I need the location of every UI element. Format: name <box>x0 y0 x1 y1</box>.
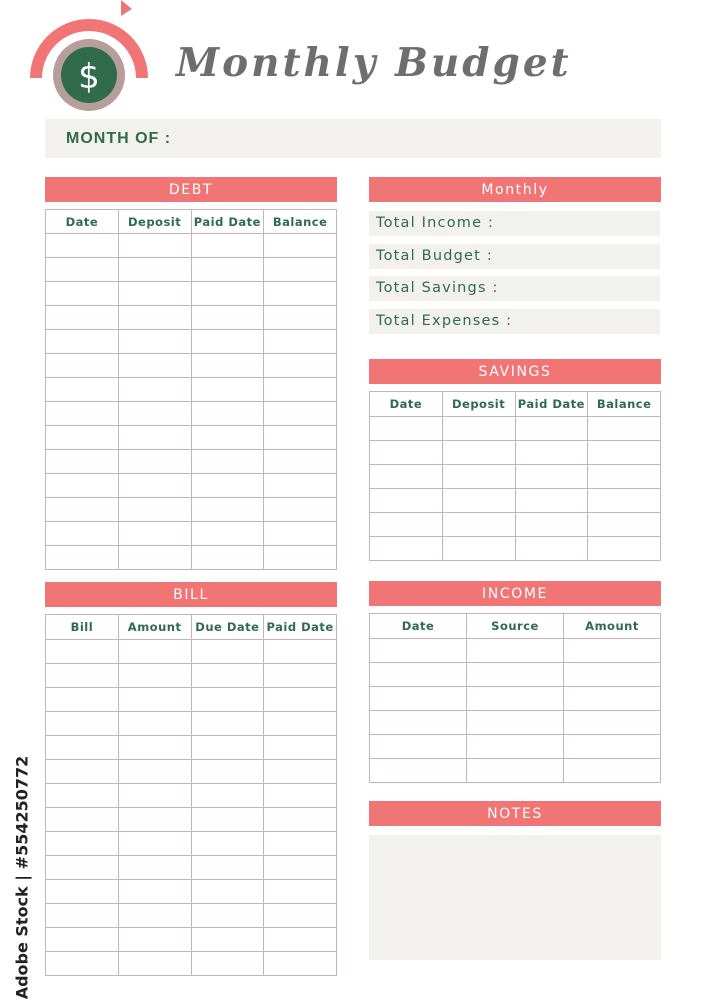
table-cell[interactable] <box>118 808 191 832</box>
table-cell[interactable] <box>264 522 337 546</box>
table-cell[interactable] <box>191 880 264 904</box>
table-cell[interactable] <box>264 640 337 664</box>
debt-table <box>45 209 337 570</box>
dollar-glyph: $ <box>78 57 100 97</box>
table-row <box>46 736 337 760</box>
debt-header: DEBT <box>45 177 337 202</box>
table-cell[interactable] <box>564 687 661 711</box>
table-cell[interactable] <box>118 880 191 904</box>
stock-id-watermark <box>7 755 37 1000</box>
table-cell[interactable] <box>191 808 264 832</box>
table-cell[interactable] <box>515 489 588 513</box>
table-cell[interactable] <box>515 465 588 489</box>
table-cell[interactable] <box>191 688 264 712</box>
table-cell[interactable] <box>191 402 264 426</box>
total-income-row[interactable]: Total Income : <box>369 211 660 236</box>
table-row <box>46 856 337 880</box>
table-cell[interactable] <box>191 426 264 450</box>
table-cell[interactable] <box>264 282 337 306</box>
table-cell[interactable] <box>515 417 588 441</box>
table-cell[interactable] <box>118 928 191 952</box>
table-cell[interactable] <box>264 736 337 760</box>
table-cell[interactable] <box>370 735 467 759</box>
table-cell[interactable] <box>264 952 337 976</box>
table-row <box>370 759 661 783</box>
table-cell[interactable] <box>264 306 337 330</box>
table-cell[interactable] <box>264 880 337 904</box>
table-cell[interactable] <box>264 402 337 426</box>
table-row <box>46 928 337 952</box>
income-column-header: Amount <box>564 614 661 639</box>
table-row <box>46 546 337 570</box>
table-cell[interactable] <box>46 856 119 880</box>
table-cell[interactable] <box>46 784 119 808</box>
table-cell[interactable] <box>46 736 119 760</box>
savings-table <box>369 391 661 561</box>
table-cell[interactable] <box>370 687 467 711</box>
bill-column-header: Amount <box>118 615 191 640</box>
table-cell[interactable] <box>264 354 337 378</box>
table-cell[interactable] <box>442 465 515 489</box>
income-column-header: Source <box>467 614 564 639</box>
table-cell[interactable] <box>467 711 564 735</box>
table-cell[interactable] <box>118 354 191 378</box>
table-cell[interactable] <box>118 522 191 546</box>
table-cell[interactable] <box>588 465 661 489</box>
table-cell[interactable] <box>118 426 191 450</box>
table-cell[interactable] <box>588 441 661 465</box>
table-cell[interactable] <box>46 402 119 426</box>
table-cell[interactable] <box>118 904 191 928</box>
table-cell[interactable] <box>264 664 337 688</box>
table-row <box>370 663 661 687</box>
table-cell[interactable] <box>264 258 337 282</box>
table-cell[interactable] <box>46 354 119 378</box>
table-cell[interactable] <box>46 688 119 712</box>
table-cell[interactable] <box>191 330 264 354</box>
table-cell[interactable] <box>264 234 337 258</box>
table-cell[interactable] <box>467 639 564 663</box>
bill-column-header: Paid Date <box>264 615 337 640</box>
table-row <box>46 378 337 402</box>
table-cell[interactable] <box>191 522 264 546</box>
table-row <box>370 417 661 441</box>
income-table <box>369 613 661 783</box>
table-row <box>46 330 337 354</box>
table-row <box>46 880 337 904</box>
bill-header: BILL <box>45 582 337 607</box>
table-cell[interactable] <box>46 928 119 952</box>
stock-id-text: Adobe Stock | #554250772 <box>12 755 32 1000</box>
table-cell[interactable] <box>264 856 337 880</box>
table-cell[interactable] <box>264 760 337 784</box>
table-cell[interactable] <box>467 759 564 783</box>
table-cell[interactable] <box>118 760 191 784</box>
table-row <box>46 498 337 522</box>
table-row <box>370 513 661 537</box>
table-cell[interactable] <box>118 234 191 258</box>
table-cell[interactable] <box>118 832 191 856</box>
table-row <box>46 522 337 546</box>
table-row <box>46 760 337 784</box>
table-row <box>370 537 661 561</box>
table-cell[interactable] <box>467 687 564 711</box>
bill-table <box>45 614 337 976</box>
table-cell[interactable] <box>564 735 661 759</box>
table-row <box>46 904 337 928</box>
table-cell[interactable] <box>264 450 337 474</box>
table-row <box>46 234 337 258</box>
table-cell[interactable] <box>118 952 191 976</box>
savings-column-header: Deposit <box>442 392 515 417</box>
table-cell[interactable] <box>191 282 264 306</box>
table-cell[interactable] <box>46 330 119 354</box>
table-cell[interactable] <box>46 664 119 688</box>
table-cell[interactable] <box>118 378 191 402</box>
total-savings-row[interactable]: Total Savings : <box>369 276 660 301</box>
table-cell[interactable] <box>264 688 337 712</box>
income-column-header: Date <box>370 614 467 639</box>
table-cell[interactable] <box>191 640 264 664</box>
savings-column-header: Date <box>370 392 443 417</box>
table-row <box>46 952 337 976</box>
table-cell[interactable] <box>191 474 264 498</box>
table-cell[interactable] <box>370 489 443 513</box>
table-cell[interactable] <box>264 474 337 498</box>
table-cell[interactable] <box>191 736 264 760</box>
table-cell[interactable] <box>191 928 264 952</box>
table-cell[interactable] <box>46 306 119 330</box>
table-cell[interactable] <box>442 441 515 465</box>
table-cell[interactable] <box>264 904 337 928</box>
table-cell[interactable] <box>191 856 264 880</box>
table-cell[interactable] <box>370 441 443 465</box>
table-cell[interactable] <box>191 378 264 402</box>
bill-column-header: Bill <box>46 615 119 640</box>
table-row <box>46 474 337 498</box>
table-cell[interactable] <box>46 522 119 546</box>
monthly-header: Monthly <box>369 177 661 202</box>
table-cell[interactable] <box>370 711 467 735</box>
table-row <box>46 832 337 856</box>
table-cell[interactable] <box>46 952 119 976</box>
table-cell[interactable] <box>588 537 661 561</box>
table-cell[interactable] <box>588 513 661 537</box>
table-cell[interactable] <box>264 498 337 522</box>
table-cell[interactable] <box>564 663 661 687</box>
table-cell[interactable] <box>264 784 337 808</box>
table-row <box>370 489 661 513</box>
notes-header: NOTES <box>369 801 661 826</box>
table-cell[interactable] <box>564 759 661 783</box>
table-cell[interactable] <box>264 928 337 952</box>
table-cell[interactable] <box>191 712 264 736</box>
table-cell[interactable] <box>191 354 264 378</box>
table-cell[interactable] <box>264 546 337 570</box>
table-cell[interactable] <box>118 330 191 354</box>
table-cell[interactable] <box>118 688 191 712</box>
table-cell[interactable] <box>118 402 191 426</box>
table-cell[interactable] <box>467 663 564 687</box>
table-cell[interactable] <box>588 489 661 513</box>
table-cell[interactable] <box>191 450 264 474</box>
table-row <box>46 282 337 306</box>
table-cell[interactable] <box>118 450 191 474</box>
table-cell[interactable] <box>46 258 119 282</box>
savings-header: SAVINGS <box>369 359 661 384</box>
table-cell[interactable] <box>46 880 119 904</box>
table-cell[interactable] <box>118 474 191 498</box>
notes-area[interactable] <box>369 835 661 960</box>
table-cell[interactable] <box>467 735 564 759</box>
table-cell[interactable] <box>370 639 467 663</box>
table-row <box>46 402 337 426</box>
table-row <box>46 640 337 664</box>
table-cell[interactable] <box>46 426 119 450</box>
debt-column-header: Deposit <box>118 210 191 234</box>
table-cell[interactable] <box>264 808 337 832</box>
table-cell[interactable] <box>191 760 264 784</box>
table-cell[interactable] <box>118 664 191 688</box>
total-budget-row[interactable]: Total Budget : <box>369 244 660 269</box>
table-row <box>46 258 337 282</box>
table-cell[interactable] <box>118 306 191 330</box>
table-cell[interactable] <box>370 759 467 783</box>
table-row <box>46 712 337 736</box>
month-of-label: MONTH OF : <box>66 130 172 147</box>
table-cell[interactable] <box>46 832 119 856</box>
table-cell[interactable] <box>264 330 337 354</box>
table-cell[interactable] <box>46 282 119 306</box>
table-cell[interactable] <box>588 417 661 441</box>
table-cell[interactable] <box>46 640 119 664</box>
table-cell[interactable] <box>370 513 443 537</box>
debt-column-header: Balance <box>264 210 337 234</box>
table-cell[interactable] <box>515 441 588 465</box>
table-cell[interactable] <box>46 712 119 736</box>
income-header-row <box>370 614 661 639</box>
table-cell[interactable] <box>46 474 119 498</box>
debt-column-header: Paid Date <box>191 210 264 234</box>
table-cell[interactable] <box>46 378 119 402</box>
table-cell[interactable] <box>118 784 191 808</box>
table-row <box>46 306 337 330</box>
table-cell[interactable] <box>46 904 119 928</box>
table-row <box>370 639 661 663</box>
table-row <box>46 784 337 808</box>
table-cell[interactable] <box>46 760 119 784</box>
table-cell[interactable] <box>46 450 119 474</box>
table-cell[interactable] <box>442 417 515 441</box>
income-header: INCOME <box>369 581 661 606</box>
table-cell[interactable] <box>191 904 264 928</box>
total-expenses-row[interactable]: Total Expenses : <box>369 309 660 334</box>
table-row <box>46 354 337 378</box>
table-cell[interactable] <box>191 664 264 688</box>
bill-column-header: Due Date <box>191 615 264 640</box>
table-cell[interactable] <box>191 832 264 856</box>
table-cell[interactable] <box>264 426 337 450</box>
table-cell[interactable] <box>118 640 191 664</box>
table-cell[interactable] <box>515 537 588 561</box>
table-cell[interactable] <box>46 546 119 570</box>
table-cell[interactable] <box>370 465 443 489</box>
debt-column-header: Date <box>46 210 119 234</box>
table-cell[interactable] <box>191 952 264 976</box>
table-cell[interactable] <box>264 832 337 856</box>
table-cell[interactable] <box>46 498 119 522</box>
table-cell[interactable] <box>191 234 264 258</box>
table-row <box>370 465 661 489</box>
table-cell[interactable] <box>118 498 191 522</box>
table-cell[interactable] <box>442 489 515 513</box>
table-cell[interactable] <box>515 513 588 537</box>
table-cell[interactable] <box>118 736 191 760</box>
table-cell[interactable] <box>118 712 191 736</box>
table-cell[interactable] <box>46 234 119 258</box>
dollar-gauge-icon <box>26 0 152 112</box>
table-row <box>46 664 337 688</box>
table-cell[interactable] <box>370 537 443 561</box>
table-row <box>46 808 337 832</box>
table-cell[interactable] <box>118 282 191 306</box>
table-cell[interactable] <box>191 258 264 282</box>
table-row <box>46 426 337 450</box>
table-cell[interactable] <box>564 711 661 735</box>
table-cell[interactable] <box>191 498 264 522</box>
table-cell[interactable] <box>370 663 467 687</box>
table-cell[interactable] <box>118 258 191 282</box>
savings-column-header: Balance <box>588 392 661 417</box>
table-row <box>370 735 661 759</box>
table-cell[interactable] <box>370 417 443 441</box>
table-cell[interactable] <box>46 808 119 832</box>
table-cell[interactable] <box>118 856 191 880</box>
table-cell[interactable] <box>442 537 515 561</box>
table-cell[interactable] <box>191 784 264 808</box>
table-row <box>46 450 337 474</box>
table-row <box>370 711 661 735</box>
table-cell[interactable] <box>264 378 337 402</box>
table-cell[interactable] <box>442 513 515 537</box>
savings-header-row <box>370 392 661 417</box>
bill-header-row <box>46 615 337 640</box>
table-row <box>370 441 661 465</box>
table-cell[interactable] <box>264 712 337 736</box>
table-cell[interactable] <box>118 546 191 570</box>
table-row <box>46 688 337 712</box>
table-cell[interactable] <box>191 306 264 330</box>
table-cell[interactable] <box>564 639 661 663</box>
debt-header-row <box>46 210 337 234</box>
savings-column-header: Paid Date <box>515 392 588 417</box>
table-cell[interactable] <box>191 546 264 570</box>
page-title: Monthly Budget <box>176 40 572 86</box>
table-row <box>370 687 661 711</box>
